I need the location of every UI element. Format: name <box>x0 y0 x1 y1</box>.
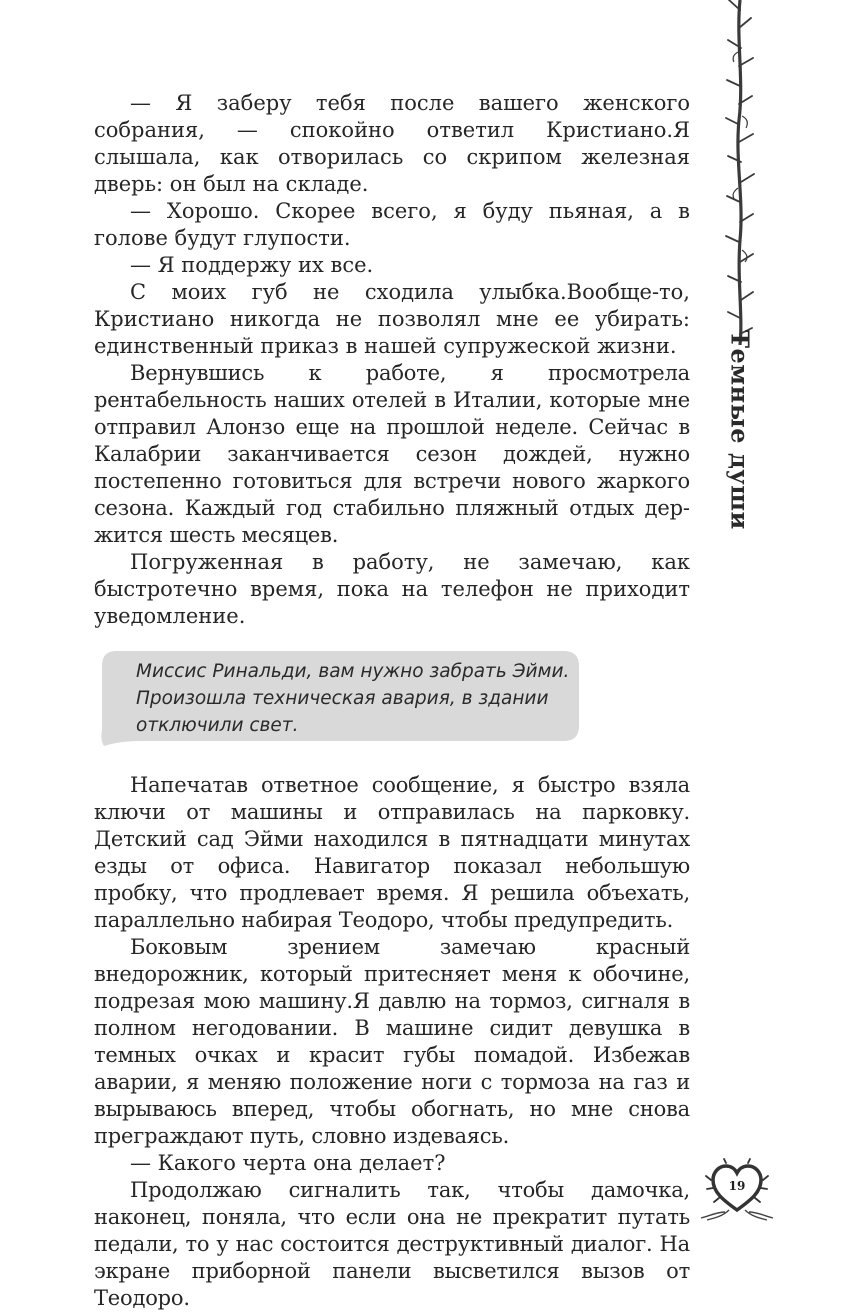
paragraph: — Я заберу тебя после вашего женского собрания, — спокойно ответил Кристиано.Я слышала, как отворилась со скрипом железная дверь: он был на складе. <box>94 91 690 196</box>
paragraph: Напечатав ответное сообщение, я быстро взяла ключи от машины и отправилась на парковку. Детский сад Эйми находился в пятнадцати минутах езды от офиса. Навигатор показал небольшую пробку, что продлевает время. Я решила объехать, параллельно набирая Теодоро, чтобы предупредить. <box>94 773 690 932</box>
paragraph: Продолжаю сигналить так, чтобы дамочка, наконец, поняла, что если она не прекратит путать педали, то у нас состоится деструктивный диалог. На экране приборной панели высветился вызов от Теодоро. <box>94 1178 690 1310</box>
page-number-ornament <box>697 1158 777 1222</box>
paragraph: — Хорошо. Скорее всего, я буду пьяная, а в голове будут глупости. <box>94 199 690 250</box>
paragraph: Боковым зрением замечаю красный внедорожник, который притесняет меня к обочине, подрезая мою машину.Я давлю на тормоз, сигналя в полном негодовании. В машине сидит девушка в темных очках и красит губы помадой. Избежав аварии, я меняю положение ноги с тормоза на газ и вырываюсь вперед, чтобы обогнать, но мне снова преграждают путь, словно издеваясь. <box>94 935 690 1148</box>
message-line: Произошла техническая авария, в здании <box>136 688 549 709</box>
thorn-vine-decoration <box>722 0 758 345</box>
paragraph: С моих губ не сходила улыбка.Вообще-то, Кристиано никогда не позволял мне ее убирать: единственный приказ в нашей супружеской жизни. <box>94 280 690 358</box>
paragraph: — Какого черта она делает? <box>130 1151 446 1175</box>
page-body <box>94 90 690 1312</box>
message-text <box>136 658 576 739</box>
running-title: Темные души <box>725 330 755 530</box>
message-line: отключили свет. <box>136 715 299 736</box>
message-bubble <box>90 650 580 746</box>
paragraph: Вернувшись к работе, я просмотрела рентабельность наших отелей в Италии, которые мне отправил Алонзо еще на прошлой неделе. Сейчас в Калабрии заканчивается сезон дождей, нужно постепенно готовиться для встречи нового жаркого сезона. Каждый год стабильно пляжный отдых держится шесть месяцев. <box>94 361 690 547</box>
message-line: Миссис Ринальди, вам нужно забрать Эйми. <box>136 661 570 682</box>
page-number: 19 <box>728 1179 746 1193</box>
paragraph: Погруженная в работу, не замечаю, как быстротечно время, пока на телефон не приходит уведомление. <box>94 550 690 628</box>
paragraph: — Я поддержу их все. <box>130 253 374 277</box>
